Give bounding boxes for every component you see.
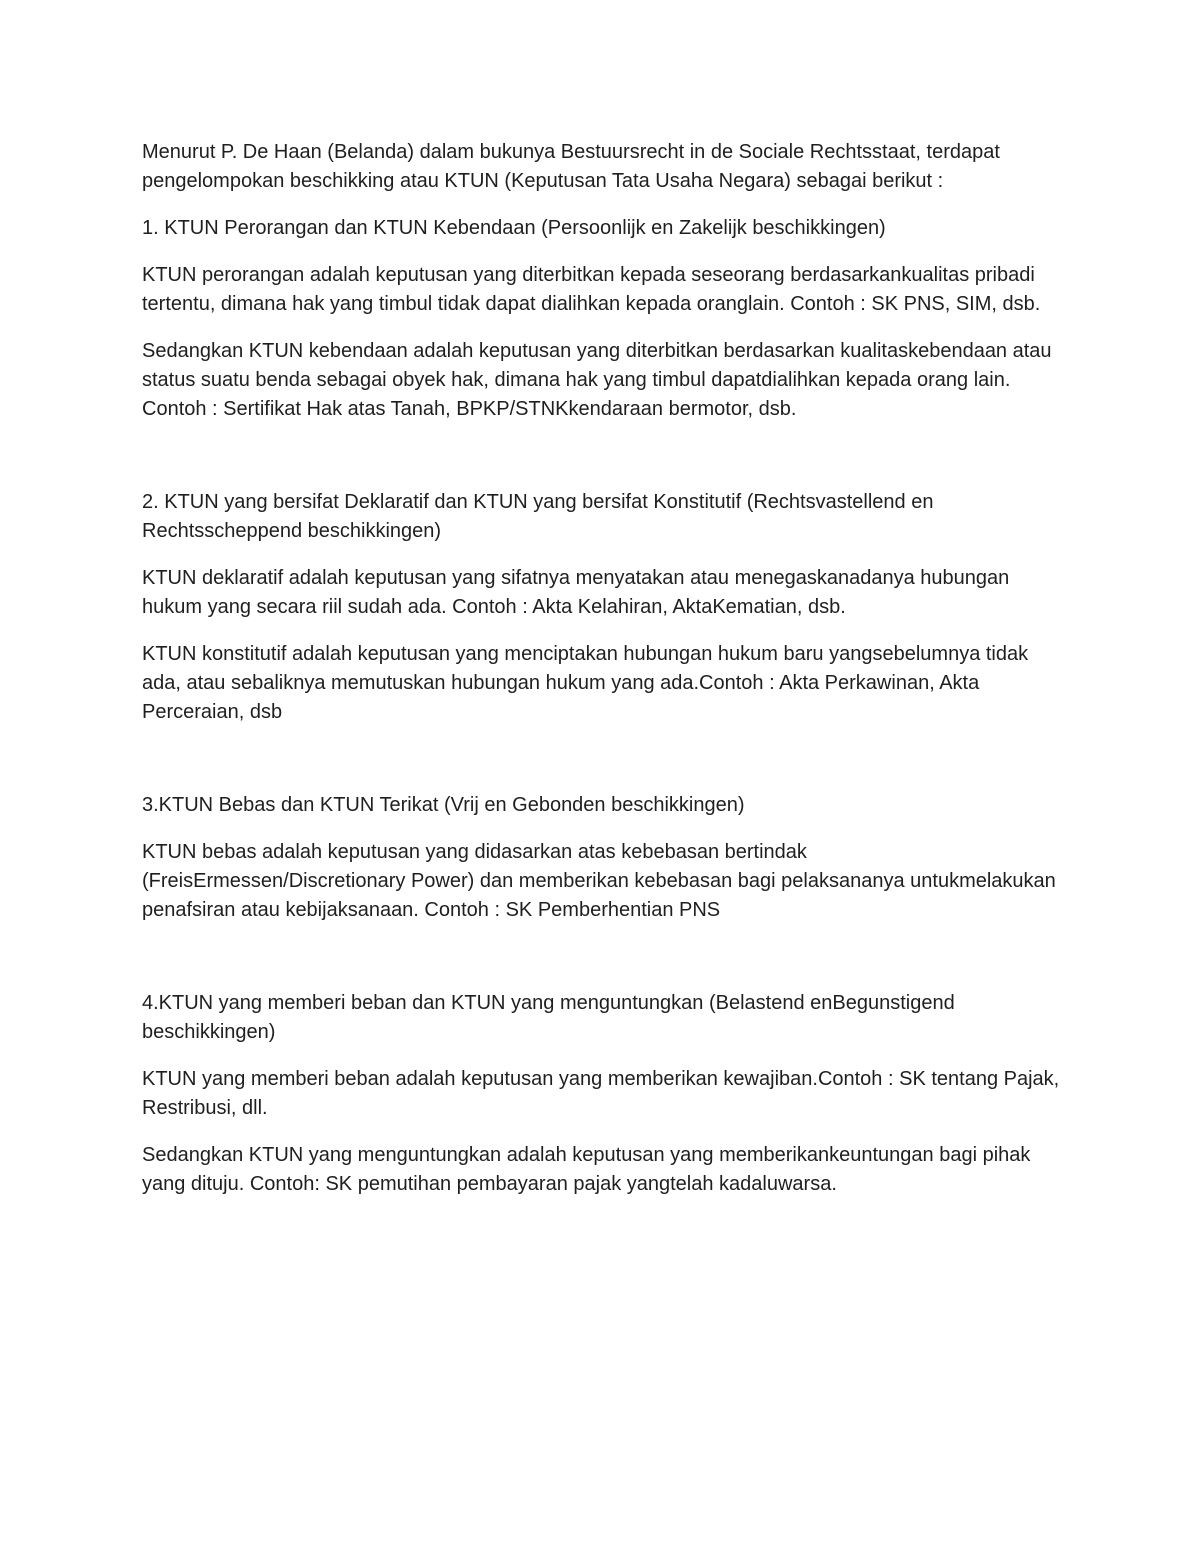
section-4-heading: 4.KTUN yang memberi beban dan KTUN yang menguntungkan (Belastend enBegunstigend beschikkingen) bbox=[142, 992, 955, 1043]
section-2-paragraph-2: KTUN konstitutif adalah keputusan yang menciptakan hubungan hukum baru yangsebelumnya tidak ada, atau sebaliknya memutuskan hubungan hukum yang ada.Contoh : Akta Perkawinan, Akta Perceraian, dsb bbox=[142, 643, 1029, 723]
section-3-heading: 3.KTUN Bebas dan KTUN Terikat (Vrij en Gebonden beschikkingen) bbox=[142, 794, 745, 816]
section-4-paragraph-2: Sedangkan KTUN yang menguntungkan adalah keputusan yang memberikankeuntungan bagi pihak yang dituju. Contoh: SK pemutihan pembayaran pajak yangtelah kadaluwarsa. bbox=[142, 1144, 1031, 1195]
section-2-heading: 2. KTUN yang bersifat Deklaratif dan KTUN yang bersifat Konstitutif (Rechtsvastellend en Rechtsscheppend beschikkingen) bbox=[142, 491, 934, 542]
section-1-heading: 1. KTUN Perorangan dan KTUN Kebendaan (Persoonlijk en Zakelijk beschikkingen) bbox=[142, 217, 886, 239]
section-2-paragraph-1: KTUN deklaratif adalah keputusan yang sifatnya menyatakan atau menegaskanadanya hubungan hukum yang secara riil sudah ada. Contoh : Akta Kelahiran, AktaKematian, dsb. bbox=[142, 567, 1010, 618]
document-page bbox=[142, 138, 1072, 1217]
section-1-paragraph-2: Sedangkan KTUN kebendaan adalah keputusan yang diterbitkan berdasarkan kualitaskebendaan atau status suatu benda sebagai obyek hak, dimana hak yang timbul dapatdialihkan kepada orang lain. Contoh : Sertifikat Hak atas Tanah, BPKP/STNKkendaraan bermotor, dsb. bbox=[142, 340, 1052, 420]
intro-paragraph: Menurut P. De Haan (Belanda) dalam bukunya Bestuursrecht in de Sociale Rechtsstaat, terdapat pengelompokan beschikking atau KTUN (Keputusan Tata Usaha Negara) sebagai berikut : bbox=[142, 141, 1000, 192]
section-4-paragraph-1: KTUN yang memberi beban adalah keputusan yang memberikan kewajiban.Contoh : SK tentang Pajak, Restribusi, dll. bbox=[142, 1068, 1060, 1119]
section-3-paragraph-1: KTUN bebas adalah keputusan yang didasarkan atas kebebasan bertindak (FreisErmessen/Discretionary Power) dan memberikan kebebasan bagi pelaksananya untukmelakukan penafsiran atau kebijaksanaan. Contoh : SK Pemberhentian PNS bbox=[142, 841, 1056, 921]
section-1-paragraph-1: KTUN perorangan adalah keputusan yang diterbitkan kepada seseorang berdasarkankualitas pribadi tertentu, dimana hak yang timbul tidak dapat dialihkan kepada oranglain. Contoh : SK PNS, SIM, dsb. bbox=[142, 264, 1041, 315]
